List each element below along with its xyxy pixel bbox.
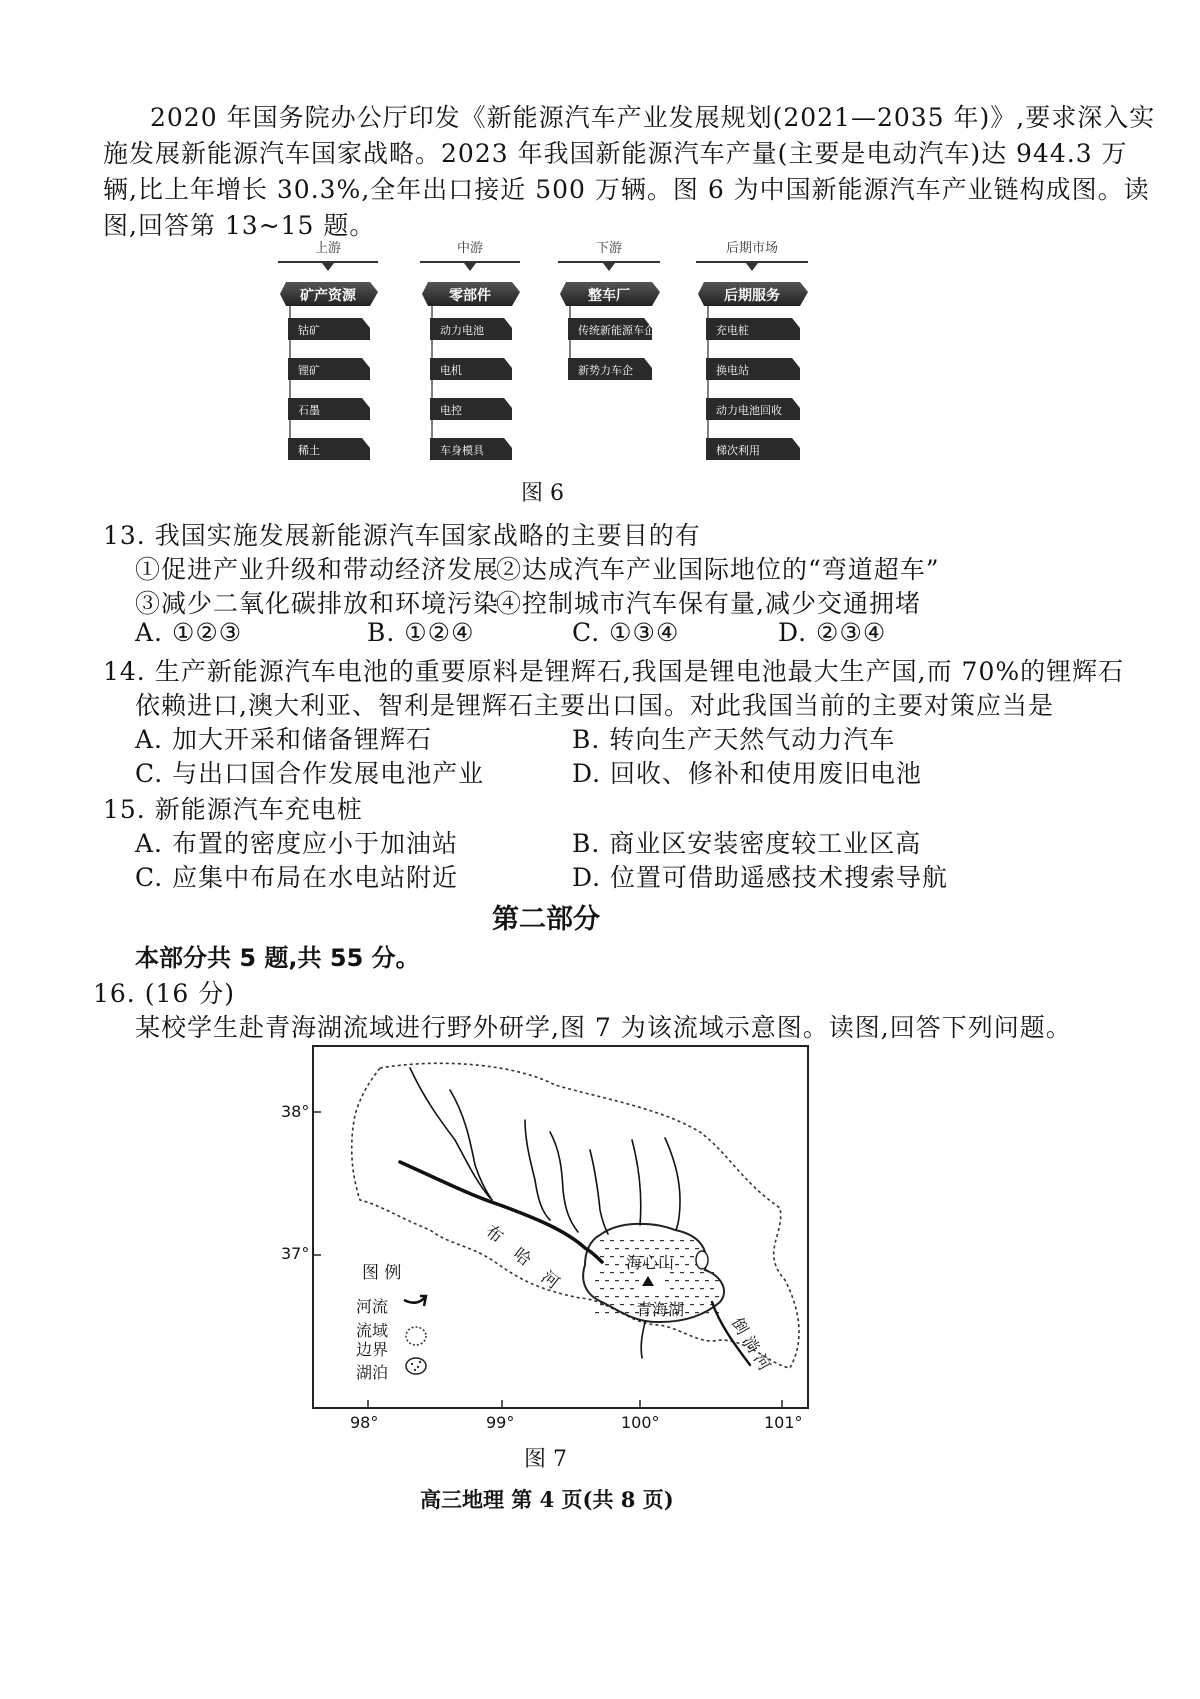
chain-header-text: 矿产资源 (300, 288, 356, 304)
lake-stipple-dash (600, 1288, 604, 1289)
lake-stipple-dash (710, 1288, 714, 1289)
river-label-he: 河 (537, 1267, 563, 1294)
lake-stipple-dash (690, 1272, 694, 1273)
lake-stipple-dash (595, 1280, 599, 1281)
q13-option-4: ④控制城市汽车保有量,减少交通拥堵 (496, 589, 921, 618)
lake-stipple-dash (630, 1288, 634, 1289)
chain-stage-label: 后期市场 (725, 241, 779, 256)
lake-stipple-dash (715, 1280, 719, 1281)
lake-stipple-dash (630, 1304, 634, 1305)
legend-boundary-label-1: 流域 (356, 1321, 389, 1340)
chain-header-text: 整车厂 (588, 288, 630, 304)
chain-stage-label: 上游 (314, 241, 342, 256)
lake-stipple-dash (695, 1296, 699, 1297)
lake-stipple-dash (615, 1296, 619, 1297)
lake-stipple-dash (615, 1280, 619, 1281)
lake-stipple-dash (680, 1256, 684, 1257)
chain-item-text: 锂矿 (298, 364, 320, 377)
lake-stipple-dash (675, 1264, 679, 1265)
lake-stipple-dash (605, 1280, 609, 1281)
lake-stipple-dash (685, 1296, 689, 1297)
river2-label-3: 河 (749, 1350, 775, 1374)
lake-stipple-dash (625, 1312, 629, 1313)
lake-stipple-dash (615, 1248, 619, 1249)
chain-item-text: 动力电池回收 (716, 404, 782, 417)
lake-stipple-dash (600, 1256, 604, 1257)
lake-stipple-dash (650, 1240, 654, 1241)
page-footer: 高三地理 第 4 页(共 8 页) (420, 1487, 674, 1512)
lake-stipple-dash (705, 1312, 709, 1313)
intro-line-4: 图,回答第 13~15 题。 (103, 211, 376, 240)
chain-stage-arrow (322, 263, 334, 271)
river-label-ha: 哈 (509, 1244, 535, 1271)
lake-stipple-dash (690, 1240, 694, 1241)
part2-title: 第二部分 (492, 904, 600, 935)
lake-stipple-dash (665, 1280, 669, 1281)
lake-stipple-dash (635, 1280, 639, 1281)
lake-stipple-dash (615, 1264, 619, 1265)
lake-label: 青海湖 (636, 1300, 685, 1319)
lake-stipple-dash (705, 1280, 709, 1281)
lake-stipple-dash (600, 1240, 604, 1241)
lake-stipple-dash (675, 1280, 679, 1281)
river-label-bu: 布 (481, 1221, 507, 1248)
q14-choice-d[interactable]: D. 回收、修补和使用废旧电池 (572, 759, 923, 788)
intro-line-1: 2020 年国务院办公厅印发《新能源汽车产业发展规划(2021—2035 年)》,要求深入实 (150, 103, 1156, 132)
small-lake (696, 1251, 708, 1269)
lake-stipple-dash (620, 1240, 624, 1241)
lake-stipple-dash (705, 1296, 709, 1297)
lake-stipple-dash (600, 1304, 604, 1305)
mountain-label: 海心山 (626, 1253, 675, 1272)
q14-choice-c[interactable]: C. 与出口国合作发展电池产业 (135, 759, 485, 788)
q14-choice-b[interactable]: B. 转向生产天然气动力汽车 (572, 725, 896, 754)
lake-stipple-dash (620, 1272, 624, 1273)
q15-stem: 15. 新能源汽车充电桩 (103, 795, 363, 824)
lake-stipple-dash (620, 1304, 624, 1305)
lake-stipple-dash (670, 1288, 674, 1289)
lake-stipple-dash (605, 1248, 609, 1249)
intro-line-3: 辆,比上年增长 30.3%,全年出口接近 500 万辆。图 6 为中国新能源汽车产业链构成图。读 (103, 175, 1150, 204)
legend-boundary-label-2: 边界 (356, 1340, 389, 1359)
lake-stipple-dash (625, 1280, 629, 1281)
lon-label-99: 99° (486, 1413, 515, 1432)
fig6-caption: 图 6 (521, 481, 564, 506)
q15-choice-b[interactable]: B. 商业区安装密度较工业区高 (572, 829, 922, 858)
lon-label-100: 100° (621, 1413, 660, 1432)
river2-label-1: 倒 (727, 1314, 753, 1338)
intro-line-2: 施发展新能源汽车国家战略。2023 年我国新能源汽车产量(主要是电动汽车)达 944.3 万 (103, 139, 1128, 168)
lake-stipple-dash (620, 1288, 624, 1289)
lon-label-98: 98° (350, 1413, 379, 1432)
q14-stem-line-1: 14. 生产新能源汽车电池的重要原料是锂辉石,我国是锂电池最大生产国,而 70%的锂辉石 (103, 657, 1125, 686)
q13-choice-d[interactable]: D. ②③④ (778, 618, 887, 647)
legend-boundary-icon (406, 1327, 426, 1345)
lake-stipple-dash (700, 1272, 704, 1273)
lake-stipple-dash (695, 1312, 699, 1313)
lake-stipple-dash (600, 1272, 604, 1273)
chain-item-text: 动力电池 (440, 324, 484, 337)
chain-stage-label: 中游 (456, 241, 484, 256)
lake-stipple-dash (610, 1288, 614, 1289)
lake-stipple-dash (615, 1312, 619, 1313)
chain-stage-label: 下游 (595, 241, 623, 256)
chain-item-text: 传统新能源车企 (578, 324, 655, 337)
q16-text: 某校学生赴青海湖流域进行野外研学,图 7 为该流域示意图。读图,回答下列问题。 (135, 1013, 1072, 1042)
lake-stipple-dash (675, 1248, 679, 1249)
q13-stem: 13. 我国实施发展新能源汽车国家战略的主要目的有 (103, 521, 701, 550)
q13-choice-b[interactable]: B. ①②④ (367, 618, 475, 647)
lat-label-37: 37° (281, 1244, 310, 1263)
legend-lake-icon (406, 1358, 426, 1374)
q13-option-3: ③减少二氧化碳排放和环境污染 (135, 589, 500, 618)
q13-choice-c[interactable]: C. ①③④ (572, 618, 680, 647)
q15-choice-a[interactable]: A. 布置的密度应小于加油站 (135, 829, 458, 858)
chain-stage-arrow (746, 263, 758, 271)
legend-river-label: 河流 (356, 1297, 389, 1316)
part2-note: 本部分共 5 题,共 55 分。 (135, 944, 420, 972)
q16-head: 16. (16 分) (93, 979, 235, 1008)
fig7-caption: 图 7 (524, 1447, 567, 1472)
q13-option-2: ②达成汽车产业国际地位的“弯道超车” (496, 555, 940, 584)
chain-stage-arrow (464, 263, 476, 271)
lake-stipple-dash (700, 1304, 704, 1305)
lake-stipple-dash (680, 1288, 684, 1289)
lake-stipple-dash (605, 1296, 609, 1297)
river2-label-2: 淌 (738, 1332, 764, 1356)
lake-stipple-dash (685, 1264, 689, 1265)
lake-stipple-dash (595, 1296, 599, 1297)
q15-choice-c[interactable]: C. 应集中布局在水电站附近 (135, 863, 459, 892)
q13-option-1: ①促进产业升级和带动经济发展 (135, 555, 500, 584)
chain-header-text: 后期服务 (724, 288, 780, 304)
lake-stipple-dash (660, 1240, 664, 1241)
legend-symbols (400, 1290, 440, 1380)
lat-label-38: 38° (281, 1102, 310, 1121)
lake-stipple-dash (610, 1256, 614, 1257)
chain-item-text: 钴矿 (298, 324, 320, 337)
lake-stipple-dash (610, 1240, 614, 1241)
lake-stipple-dash (685, 1248, 689, 1249)
lake-stipple-dash (605, 1312, 609, 1313)
lake-stipple-dash (595, 1312, 599, 1313)
lake-stipple-dash (620, 1256, 624, 1257)
lake-stipple-dash (630, 1240, 634, 1241)
chain-item-text: 梯次利用 (716, 444, 760, 457)
chain-item-text: 石墨 (298, 404, 320, 417)
lake-stipple-dash (695, 1248, 699, 1249)
lake-stipple-dash (680, 1272, 684, 1273)
lake-stipple-dash (680, 1240, 684, 1241)
lake-stipple-dash (710, 1272, 714, 1273)
lake-stipple-dash (610, 1304, 614, 1305)
chain-item-text: 换电站 (716, 364, 749, 377)
chain-item-text: 车身模具 (440, 444, 484, 457)
lake-stipple-dash (625, 1296, 629, 1297)
lake-stipple-dash (690, 1304, 694, 1305)
lake-stipple-dash (690, 1256, 694, 1257)
lake-stipple-dash (670, 1240, 674, 1241)
chain-header-text: 零部件 (449, 288, 491, 304)
lake-stipple-dash (640, 1240, 644, 1241)
lake-stipple-dash (695, 1280, 699, 1281)
q14-choice-a[interactable]: A. 加大开采和储备锂辉石 (135, 725, 432, 754)
q14-stem-line-2: 依赖进口,澳大利亚、智利是锂辉石主要出口国。对此我国当前的主要对策应当是 (135, 691, 1054, 720)
lake-stipple-dash (690, 1288, 694, 1289)
lake-stipple-dash (685, 1312, 689, 1313)
legend-river-icon (404, 1296, 426, 1306)
chain-stage-arrow (603, 263, 615, 271)
lake-stipple-dash (715, 1296, 719, 1297)
lake-stipple-dash (605, 1264, 609, 1265)
industry-chain-figure (270, 238, 830, 508)
legend-lake-label: 湖泊 (356, 1363, 389, 1382)
q13-choice-a[interactable]: A. ①②③ (135, 618, 243, 647)
chain-item-text: 充电桩 (716, 324, 749, 337)
lake-stipple-dash (685, 1280, 689, 1281)
q15-choice-d[interactable]: D. 位置可借助遥感技术搜索导航 (572, 863, 949, 892)
chain-item-text: 电控 (440, 404, 462, 417)
chain-item-text: 电机 (440, 364, 462, 377)
legend-title: 图 例 (362, 1263, 402, 1283)
lake-stipple-dash (700, 1288, 704, 1289)
chain-item-text: 稀土 (298, 444, 320, 457)
chain-item-text: 新势力车企 (578, 364, 633, 377)
lake-stipple-dash (610, 1272, 614, 1273)
lon-label-101: 101° (764, 1413, 803, 1432)
